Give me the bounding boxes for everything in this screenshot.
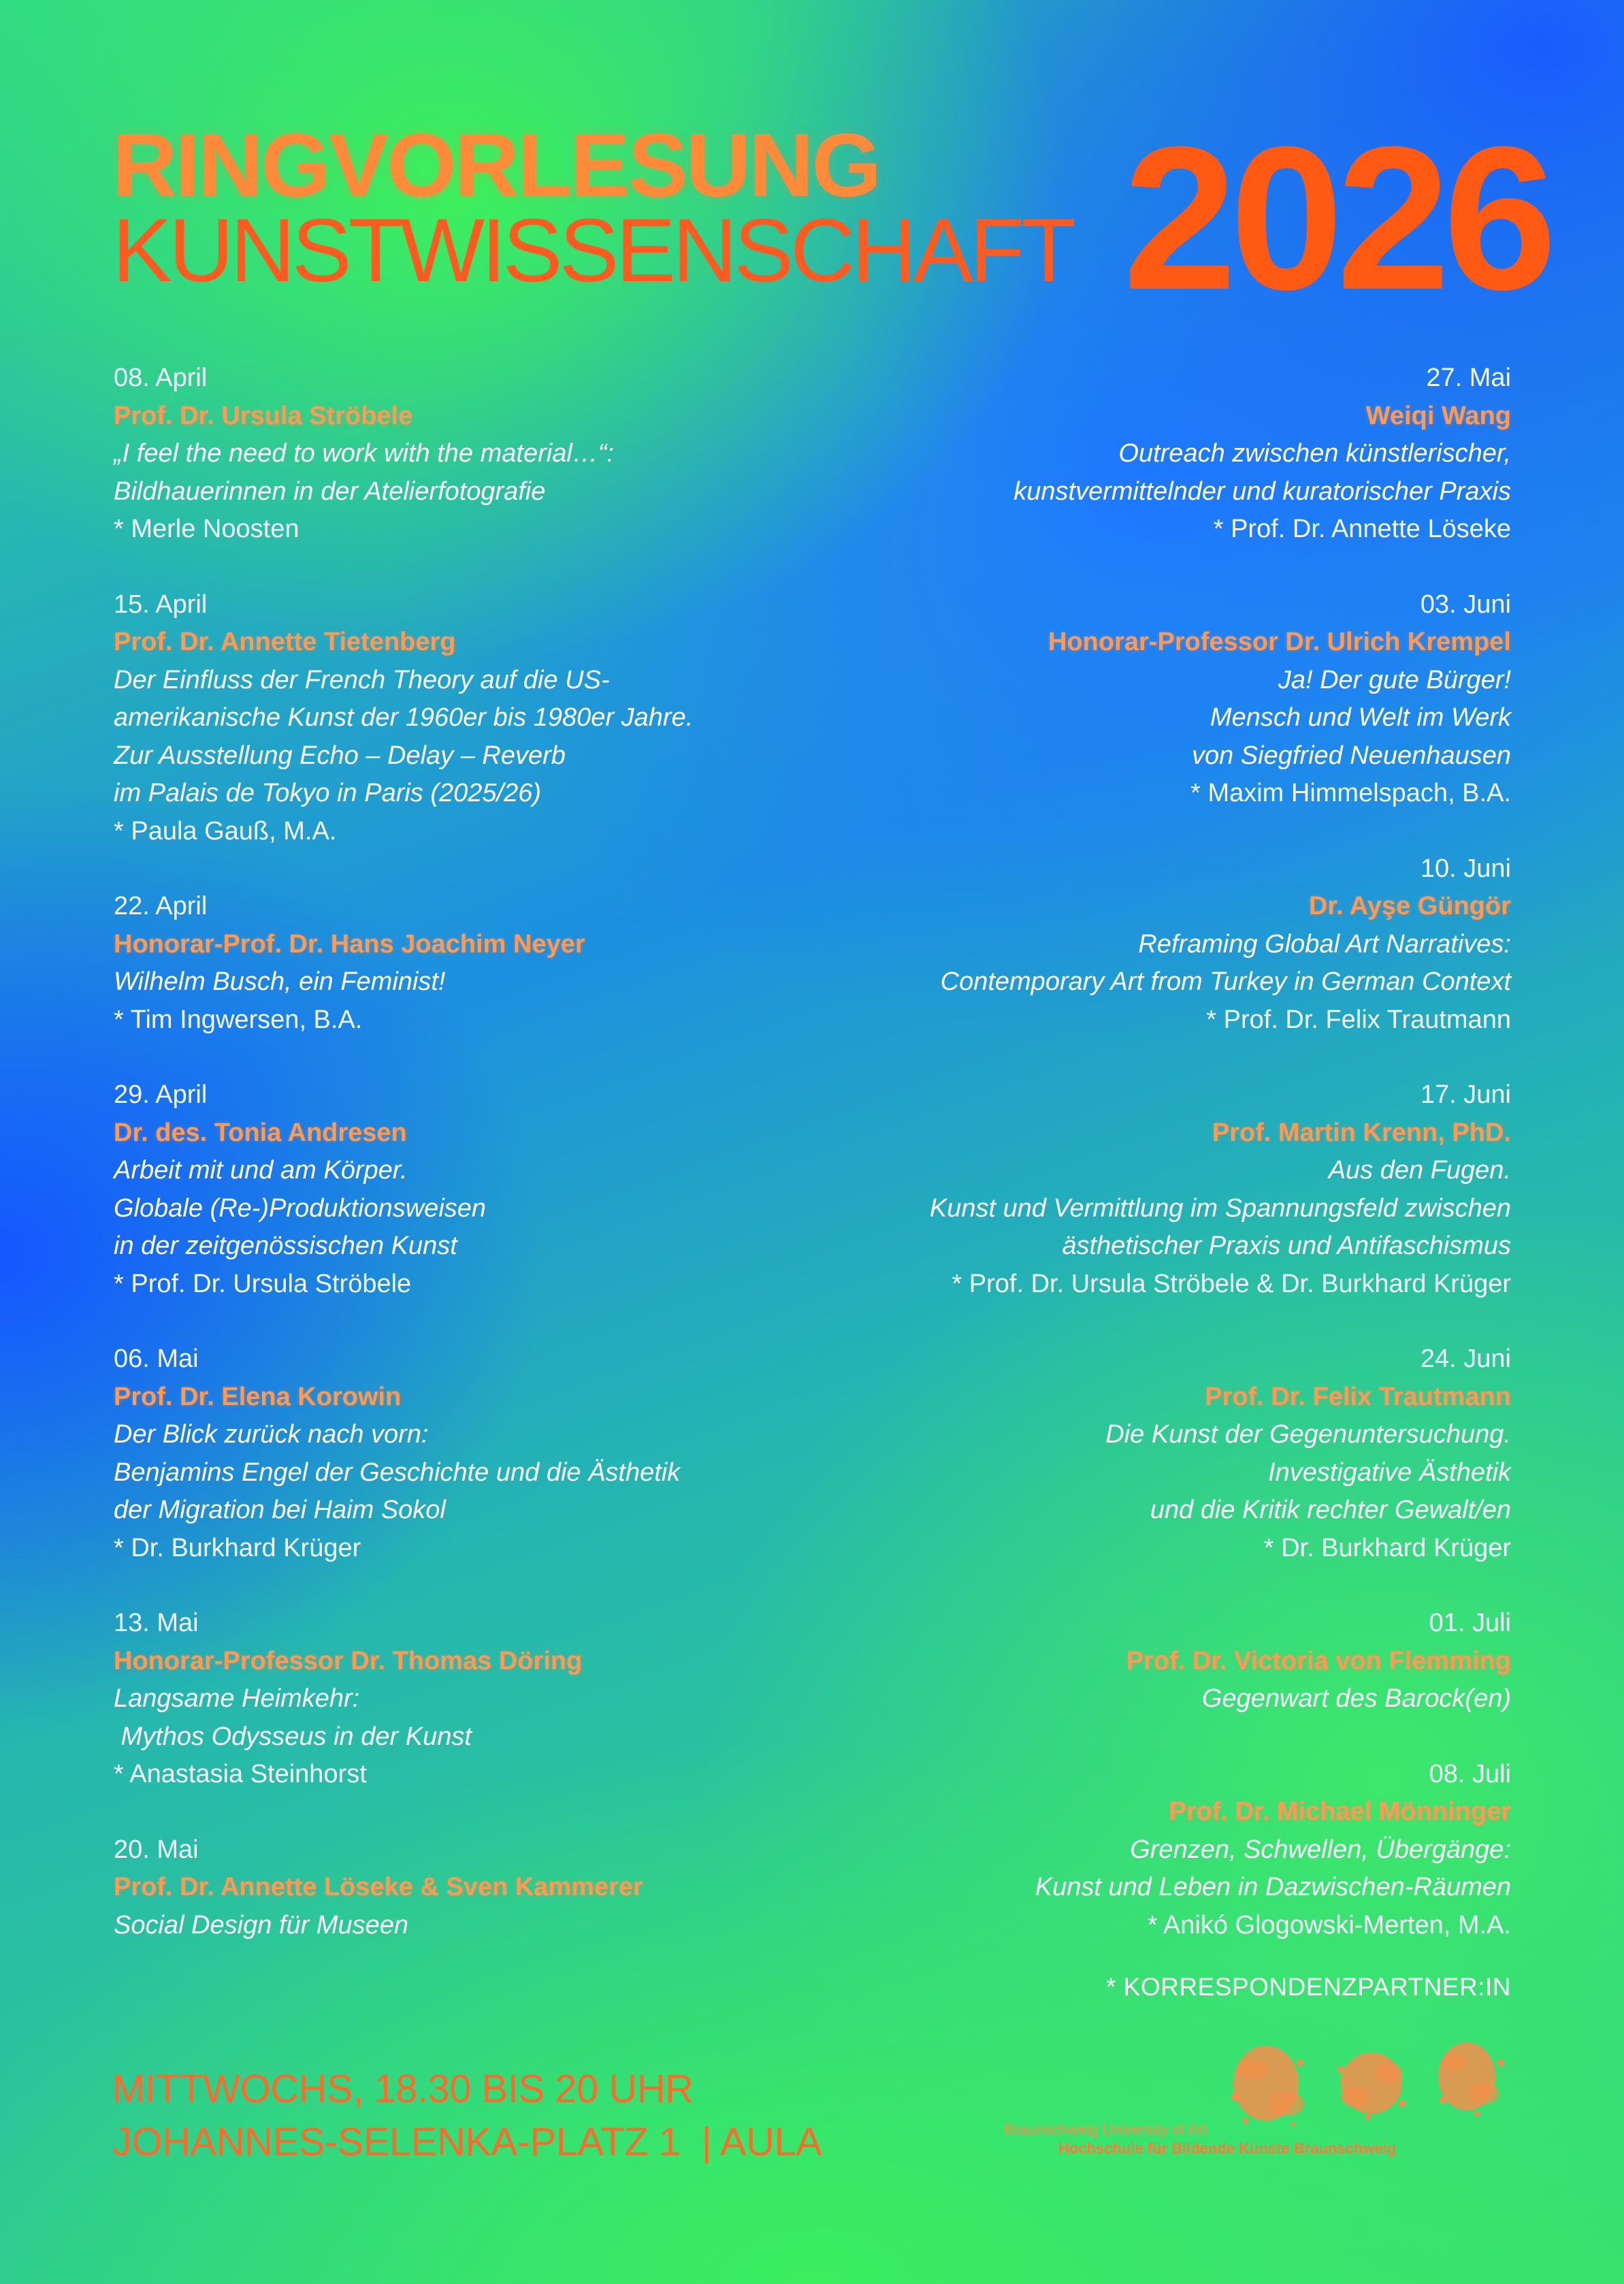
title-ringvorlesung: RINGVORLESUNG (112, 115, 880, 215)
lecture-speaker: Dr. Ayşe Güngör (1308, 892, 1511, 920)
correspondence-partner: * Anastasia Steinhorst (114, 1760, 367, 1788)
correspondence-partner: * Prof. Dr. Ursula Ströbele (114, 1269, 412, 1298)
lecture-entry (790, 359, 1511, 549)
lecture-entry (790, 586, 1511, 813)
correspondence-partner: * Maxim Himmelspach, B.A. (1190, 779, 1511, 807)
correspondence-partner: * Tim Ingwersen, B.A. (114, 1005, 363, 1034)
lecture-date: 17. Juni (1420, 1080, 1511, 1109)
lecture-date: 20. Mai (114, 1835, 199, 1864)
lecture-speaker: Prof. Dr. Ursula Ströbele (114, 401, 413, 430)
lecture-entry (114, 359, 835, 549)
lecture-date: 22. April (114, 892, 208, 920)
lecture-entry (114, 1831, 835, 1945)
lecture-entry (790, 1756, 1511, 1945)
lecture-date: 06. Mai (114, 1345, 199, 1373)
title-block (112, 115, 1073, 300)
footer-info (112, 2063, 822, 2169)
correspondence-partner: * Prof. Dr. Ursula Ströbele & Dr. Burkhard Krüger (952, 1269, 1511, 1298)
lecture-speaker: Honorar-Professor Dr. Ulrich Krempel (1048, 628, 1511, 656)
lecture-title-line: Mensch und Welt im Werk (1209, 703, 1511, 732)
lecture-speaker: Prof. Dr. Victoria von Flemming (1126, 1646, 1511, 1675)
lecture-title-line: Investigative Ästhetik (1268, 1458, 1511, 1487)
lecture-speaker: Prof. Martin Krenn, PhD. (1212, 1118, 1511, 1147)
lecture-date: 08. Juli (1429, 1759, 1511, 1788)
lecture-date: 15. April (114, 590, 208, 619)
year-title: 2026 (1123, 103, 1550, 332)
footer-time: MITTWOCHS, 18.30 BIS 20 UHR (112, 2067, 694, 2111)
lecture-title-line: ästhetischer Praxis und Antifaschismus (1062, 1232, 1511, 1260)
lecture-entry (114, 586, 835, 851)
lecture-date: 01. Juli (1429, 1609, 1511, 1637)
lecture-title-line: Der Einfluss der French Theory auf die US- (114, 665, 610, 694)
lecture-title-line: Die Kunst der Gegenuntersuchung. (1105, 1420, 1511, 1449)
lecture-title-line: der Migration bei Haim Sokol (114, 1496, 446, 1524)
lecture-speaker: Prof. Dr. Michael Mönninger (1169, 1797, 1511, 1826)
lecture-entry (114, 888, 835, 1039)
footnote-correspondence: * KORRESPONDENZPARTNER:IN (1106, 1973, 1511, 2001)
correspondence-partner: * Prof. Dr. Felix Trautmann (1206, 1005, 1511, 1034)
correspondence-partner: * Prof. Dr. Annette Löseke (1213, 515, 1511, 543)
lecture-title-line: Langsame Heimkehr: (114, 1684, 360, 1713)
lecture-title-line: Mythos Odysseus in der Kunst (114, 1722, 472, 1751)
lecture-title-line: Reframing Global Art Narratives: (1138, 929, 1511, 959)
lecture-date: 03. Juni (1420, 590, 1511, 619)
lecture-entry (790, 1076, 1511, 1303)
lecture-speaker: Prof. Dr. Felix Trautmann (1205, 1382, 1511, 1411)
lecture-title-line: Wilhelm Busch, ein Feminist! (114, 967, 446, 996)
splash-3-icon (1438, 2042, 1504, 2117)
lecture-title-line: im Palais de Tokyo in Paris (2025/26) (114, 779, 542, 807)
lecture-entry (790, 850, 1511, 1040)
lecture-title-line: Ja! Der gute Bürger! (1278, 665, 1511, 694)
lecture-title-line: Globale (Re-)Produktionsweisen (114, 1193, 487, 1223)
splash-1-icon (1231, 2046, 1304, 2126)
correspondence-partner: * Dr. Burkhard Krüger (114, 1533, 361, 1562)
lecture-speaker: Prof. Dr. Annette Tietenberg (114, 628, 456, 656)
lecture-date: 13. Mai (114, 1609, 199, 1637)
lecture-title-line: Kunst und Vermittlung im Spannungsfeld zwischen (929, 1193, 1511, 1223)
lecture-date: 08. April (114, 364, 208, 392)
lecture-title-line: von Siegfried Neuenhausen (1191, 741, 1511, 770)
lecture-title-line: Bildhauerinnen in der Atelierfotografie (114, 477, 546, 506)
lecture-date: 29. April (114, 1080, 208, 1109)
lecture-title-line: Social Design für Museen (114, 1910, 408, 1940)
lecture-title-line: kunstvermittelnder und kuratorischer Praxis (1013, 477, 1511, 506)
lecture-entry (114, 1605, 835, 1794)
lecture-title-line: Contemporary Art from Turkey in German Context (940, 967, 1511, 996)
lecture-date: 27. Mai (1426, 364, 1511, 392)
lecture-speaker: Prof. Dr. Elena Korowin (114, 1382, 402, 1411)
lecture-title-line: Der Blick zurück nach vorn: (114, 1420, 429, 1449)
lecture-title-line: Aus den Fugen. (1328, 1156, 1511, 1185)
lecture-date: 10. Juni (1420, 854, 1511, 883)
lecture-title-line: in der zeitgenössischen Kunst (114, 1232, 457, 1260)
correspondence-partner: * Paula Gauß, M.A. (114, 816, 337, 846)
lecture-title-line: Gegenwart des Barock(en) (1201, 1684, 1511, 1713)
correspondence-partner: * Anikó Glogowski-Merten, M.A. (1147, 1910, 1511, 1940)
right-schedule-column (790, 359, 1511, 1982)
lecture-title-line: amerikanische Kunst der 1960er bis 1980er Jahre. (114, 703, 694, 732)
lecture-speaker: Prof. Dr. Annette Löseke & Sven Kammerer (114, 1873, 643, 1901)
lecture-title-line: Kunst und Leben in Dazwischen-Räumen (1035, 1873, 1511, 1901)
lecture-title-line: Grenzen, Schwellen, Übergänge: (1130, 1835, 1511, 1864)
lecture-entry (790, 1340, 1511, 1567)
logo-title: Hochschule für Bildende Künste Braunschweig (1058, 2140, 1397, 2157)
lecture-title-line: Arbeit mit und am Körper. (114, 1156, 408, 1185)
lecture-speaker: Weiqi Wang (1365, 401, 1511, 430)
lecture-speaker: Honorar-Prof. Dr. Hans Joachim Neyer (114, 929, 585, 959)
lecture-date: 24. Juni (1420, 1345, 1511, 1373)
lecture-speaker: Honorar-Professor Dr. Thomas Döring (114, 1646, 583, 1675)
title-kunstwissenschaft: KUNSTWISSENSCHAFT (112, 200, 1073, 300)
lecture-title-line: Zur Ausstellung Echo – Delay – Reverb (114, 741, 566, 770)
splash-2-icon (1337, 2053, 1406, 2120)
lecture-title-line: „I feel the need to work with the material…“: (114, 439, 614, 468)
correspondence-partner: * Dr. Burkhard Krüger (1263, 1533, 1511, 1562)
lecture-entry (114, 1340, 835, 1567)
footer-location: JOHANNES-SELENKA-PLATZ 1 | AULA (112, 2120, 822, 2164)
lecture-title-line: Benjamins Engel der Geschichte und die Ästhetik (114, 1458, 681, 1487)
lecture-title-line: Outreach zwischen künstlerischer, (1118, 439, 1511, 468)
lecture-title-line: und die Kritik rechter Gewalt/en (1150, 1496, 1511, 1524)
correspondence-partner: * Merle Noosten (114, 515, 299, 543)
left-schedule-column (114, 359, 835, 1982)
logo-subtitle: Braunschweig University of Art (1004, 2121, 1207, 2138)
lecture-entry (790, 1605, 1511, 1718)
lecture-speaker: Dr. des. Tonia Andresen (114, 1118, 407, 1147)
lecture-entry (114, 1076, 835, 1303)
